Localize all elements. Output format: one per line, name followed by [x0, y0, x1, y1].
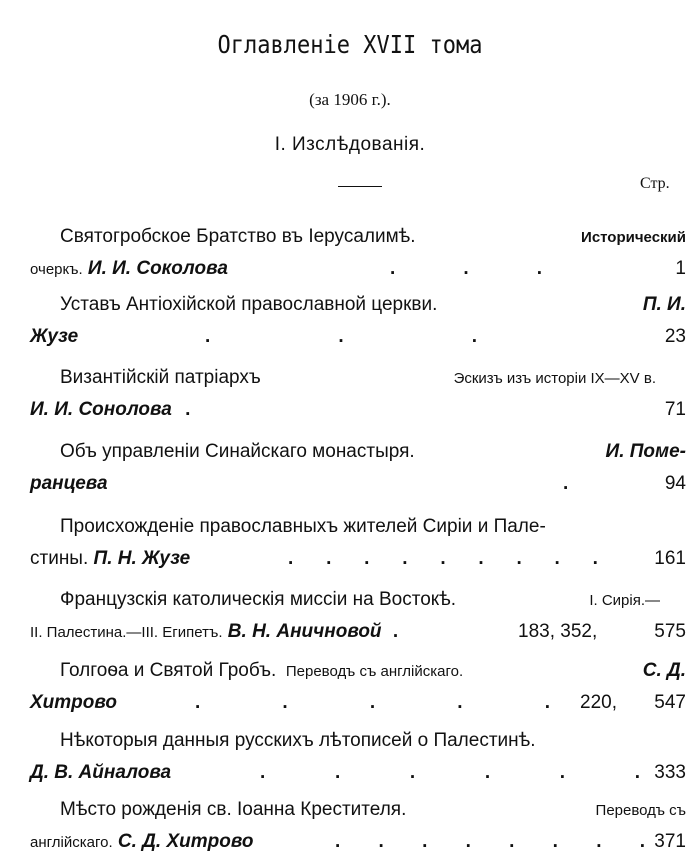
entry-title: Происхожденіе православныхъ жителей Сиріи и Пале-	[60, 516, 546, 537]
entry-author: В. Н. Аничновой	[227, 621, 382, 642]
entry-title: Французскія католическія миссіи на Востокѣ.	[60, 589, 456, 610]
entry-page: 371	[654, 831, 686, 852]
entry-note: II. Палестина.—III. Египетъ.	[30, 624, 223, 641]
entry-note: Исторический	[581, 229, 686, 246]
page-subtitle: (за 1906 г.).	[309, 90, 391, 109]
divider-rule	[338, 186, 382, 187]
leader-dots: . . .	[205, 326, 477, 347]
entry-note: Эскизъ изъ исторіи IX—XV в.	[453, 370, 656, 387]
toc-entry	[30, 656, 686, 726]
page-title: Оглавленіе XVII тома	[217, 30, 483, 59]
entry-title: Голгоѳа и Святой Гробъ.	[60, 660, 277, 681]
entry-title: Нѣкоторыя данныя русскихъ лѣтописей о Палестинѣ.	[60, 730, 536, 751]
entry-author: П. Н. Жузе	[93, 548, 191, 569]
entry-note: I. Сирія.—	[589, 592, 660, 609]
leader-dots: . . . . . .	[260, 762, 640, 783]
toc-entry	[30, 795, 686, 865]
entry-page: 1	[675, 258, 686, 279]
toc-entry: Византійскій патріархъ Эскизъ изъ исторіи IX—XV в. И. И. Сонолова . 71	[30, 363, 686, 433]
entry-title: Византійскій патріархъ	[60, 367, 261, 388]
entry-title: Мѣсто рожденія св. Іоанна Крестителя.	[60, 799, 407, 820]
toc-entry	[30, 222, 686, 292]
toc-entry: Объ управленіи Синайскаго монастыря. И. Поме- ранцева . 94	[30, 437, 686, 507]
entry-note: очеркъ.	[30, 261, 83, 278]
entry-page: 547	[654, 692, 686, 713]
entry-author: Хитрово	[30, 692, 117, 713]
entry-author: Жузе	[30, 326, 79, 347]
page-column-label: Стр.	[640, 175, 670, 192]
entry-page: 575	[654, 621, 686, 642]
entry-author: П. И.	[642, 294, 686, 315]
entry-author: И. И. Сонолова	[30, 399, 172, 420]
leader-dots: . . .	[390, 258, 542, 279]
entry-author: И. И. Соколова	[87, 258, 228, 279]
entry-title: Объ управленіи Синайскаго монастыря.	[60, 441, 415, 462]
entry-page: 94	[664, 473, 686, 494]
leader-dots: . . . . . . . . .	[288, 548, 598, 569]
entry-title: Святогробское Братство въ Іерусалимѣ.	[60, 226, 416, 247]
entry-page: 71	[664, 399, 686, 420]
section-heading: I. Изслѣдованія.	[274, 134, 426, 155]
entry-note: Переводъ съ	[595, 802, 686, 819]
toc-entry	[30, 726, 686, 796]
entry-author: И. Поме-	[605, 441, 686, 462]
entry-author: С. Д.	[642, 660, 686, 681]
entry-page: 333	[654, 762, 686, 783]
entry-title: Уставъ Антіохійской православной церкви.	[60, 294, 438, 315]
entry-title: стины.	[30, 548, 89, 569]
entry-page: 161	[654, 548, 686, 569]
toc-entry	[30, 290, 686, 360]
entry-page-extra: 183, 352,	[518, 621, 598, 642]
toc-entry: Французскія католическія миссіи на Востокѣ. I. Сирія.— II. Палестина.—III. Египетъ. В. Н. Аничновой . 183, 352, 575	[30, 585, 686, 655]
leader-dots: . . . . .	[195, 692, 550, 713]
toc-entry	[30, 512, 686, 582]
leader-dots: . . . . . . . .	[335, 831, 645, 852]
entry-page-extra: 220,	[580, 692, 617, 713]
entry-author: ранцева	[30, 473, 108, 494]
entry-note: англійскаго.	[30, 834, 113, 851]
entry-author: Д. В. Айналова	[30, 762, 172, 783]
entry-author: С. Д. Хитрово	[117, 831, 254, 852]
entry-page: 23	[664, 326, 686, 347]
entry-note: Переводъ съ англійскаго.	[285, 663, 464, 680]
